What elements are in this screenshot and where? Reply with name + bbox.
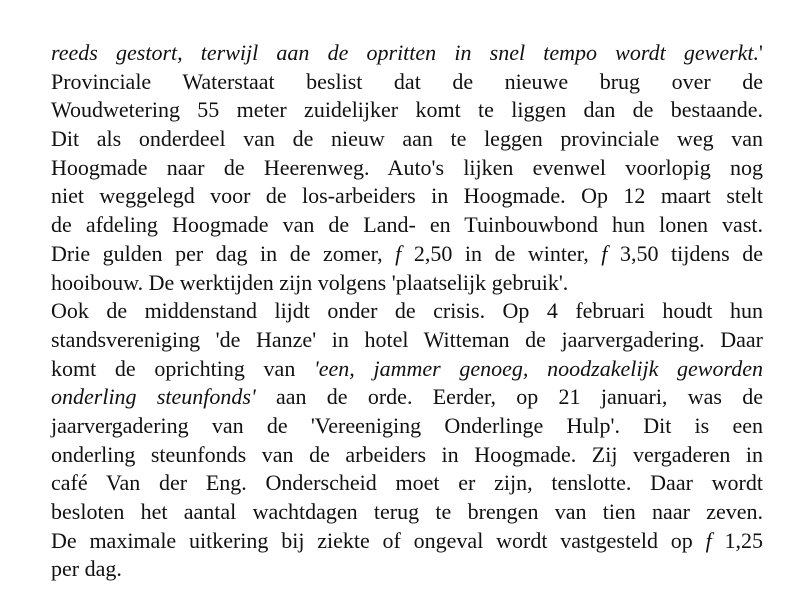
text-line xyxy=(51,355,763,384)
text-segment: Dit als onderdeel van de nieuw aan te leggen provinciale weg van xyxy=(51,126,763,152)
text-line xyxy=(51,39,763,68)
text-line xyxy=(51,297,763,326)
text-segment: de afdeling Hoogmade van de Land- en Tuinbouwbond hun lonen vast. xyxy=(51,212,763,238)
text-line xyxy=(51,469,763,498)
text-line xyxy=(51,96,763,125)
text-segment: niet weggelegd voor de los-arbeiders in Hoogmade. Op 12 maart stelt xyxy=(51,183,763,209)
text-segment: 1,25 xyxy=(711,527,763,553)
text-line xyxy=(51,383,763,412)
italic-text-segment: 'een, jammer genoeg, noodzakelijk geworden xyxy=(314,355,763,381)
text-line xyxy=(51,441,763,470)
text-segment: per dag. xyxy=(51,556,122,582)
text-segment: aan de orde. Eerder, op 21 januari, was de xyxy=(255,384,763,410)
text-line xyxy=(51,555,763,584)
text-segment: 2,50 in de winter, xyxy=(401,240,602,266)
italic-text-segment: f xyxy=(395,240,402,266)
text-segment: Ook de middenstand lijdt onder de crisis. Op 4 februari houdt hun xyxy=(51,298,763,324)
text-line xyxy=(51,269,763,298)
italic-text-segment: f xyxy=(705,527,712,553)
text-line xyxy=(51,211,763,240)
text-segment: onderling steunfonds van de arbeiders in Hoogmade. Zij vergaderen in xyxy=(51,441,763,467)
text-segment: Woudwetering 55 meter zuidelijker komt te liggen dan de bestaande. xyxy=(51,97,763,123)
text-line xyxy=(51,68,763,97)
text-segment: jaarvergadering van de 'Vereeniging Onderlinge Hulp'. Dit is een xyxy=(51,412,763,438)
text-line xyxy=(51,527,763,556)
text-segment: besloten het aantal wachtdagen terug te brengen van tien naar zeven. xyxy=(51,499,763,524)
text-line xyxy=(51,412,763,441)
text-line xyxy=(51,498,763,527)
text-line xyxy=(51,240,763,269)
text-segment: 3,50 tijdens de xyxy=(607,240,763,266)
text-segment: hooibouw. De werktijden zijn volgens 'plaatselijk gebruik'. xyxy=(51,269,569,295)
text-segment: komt de oprichting van xyxy=(51,355,315,381)
text-line xyxy=(51,125,763,154)
text-segment: Drie gulden per dag in de zomer, xyxy=(51,240,396,266)
text-segment: standsvereniging 'de Hanze' in hotel Witteman de jaarvergadering. Daar xyxy=(51,326,763,352)
italic-text-segment: f xyxy=(601,240,608,266)
text-segment: De maximale uitkering bij ziekte of ongeval wordt vastgesteld op xyxy=(51,527,706,553)
text-segment: Hoogmade naar de Heerenweg. Auto's lijken evenwel voorlopig nog xyxy=(51,154,763,180)
italic-text-segment: onderling steunfonds' xyxy=(51,384,256,410)
italic-text-segment: reeds gestort, terwijl aan de opritten in snel tempo wordt gewerkt. xyxy=(51,40,760,65)
text-line xyxy=(51,182,763,211)
text-line xyxy=(51,154,763,183)
text-segment: Provinciale Waterstaat beslist dat de nieuwe brug over de xyxy=(51,68,763,94)
text-segment: ' xyxy=(759,40,763,65)
document-page xyxy=(51,39,763,584)
text-line xyxy=(51,326,763,355)
text-segment: café Van der Eng. Onderscheid moet er zijn, tenslotte. Daar wordt xyxy=(51,470,763,496)
